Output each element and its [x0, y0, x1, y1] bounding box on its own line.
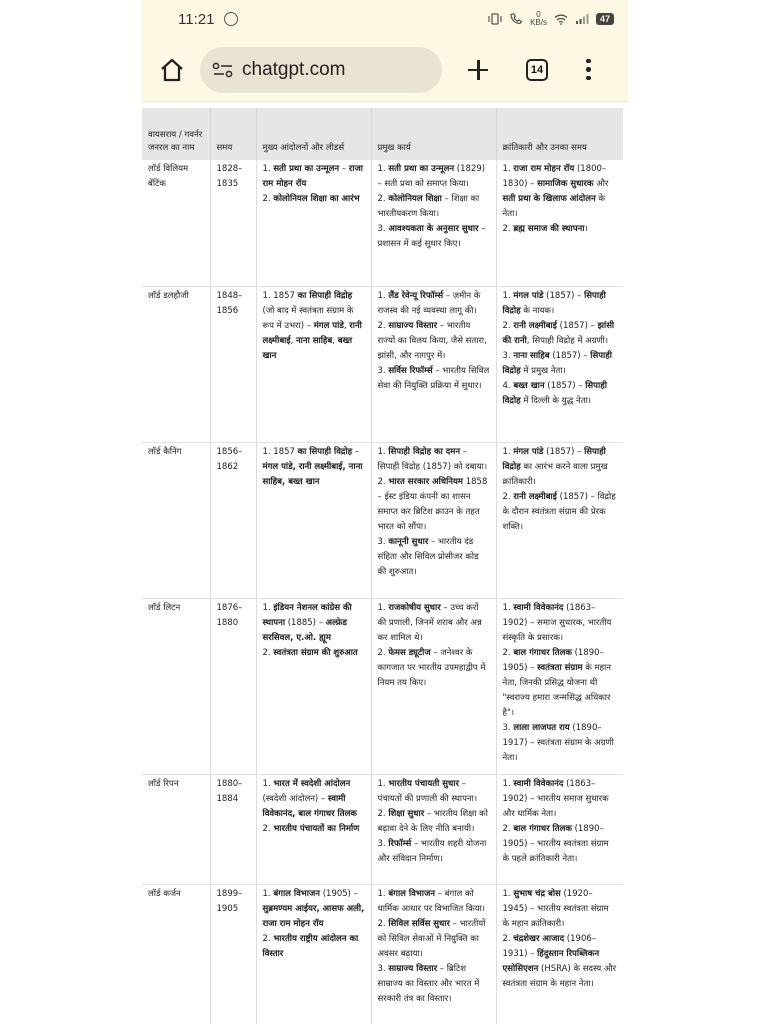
revolutionaries-cell-item	[503, 721, 618, 766]
viceroy-name-text: लॉर्ड लिटन	[148, 602, 181, 613]
bold-text: लैंड रेवेन्यू रिफॉर्म्स	[388, 290, 444, 301]
revolutionaries-cell-item	[503, 932, 618, 992]
text: – बंगाल को धार्मिक आधार पर विभाजित किया।	[377, 888, 485, 914]
bold-text: नाना साहिब	[295, 335, 333, 346]
revolutionaries-cell	[496, 286, 623, 442]
text: (1890–1905) –	[502, 647, 604, 673]
text: 2.	[377, 647, 389, 658]
text: ,	[332, 335, 338, 346]
bold-text: हिंदुस्तान रिपब्लिकन एसोसिएशन	[502, 948, 600, 974]
text: 2.	[262, 823, 274, 834]
movements-cell	[256, 160, 371, 286]
phone-screen	[142, 0, 628, 1024]
works-cell-item	[378, 777, 490, 807]
text: में प्रमुख नेता।	[520, 365, 566, 376]
movements-cell	[256, 442, 371, 598]
bold-text: सिपाही विद्रोह	[502, 350, 612, 376]
text: ,	[290, 335, 296, 346]
text: (1829) – सती प्रथा को समाप्त किया।	[377, 164, 486, 189]
bold-text: साम्राज्य विस्तार	[388, 320, 438, 331]
bold-text: सुभाष चंद्र बोस	[513, 888, 561, 899]
works-cell-item	[378, 222, 490, 252]
text: 2.	[502, 224, 514, 234]
period-cell-text: 1848–1856	[216, 290, 243, 316]
text: 2.	[377, 918, 389, 929]
text: 1.	[262, 164, 274, 174]
revolutionaries-cell-item	[503, 887, 618, 932]
text: – प्रशासन में कई सुधार किए।	[377, 224, 486, 249]
text: – भारतीय सिविल सेवा की नियुक्ति प्रक्रिया में सुधार।	[377, 365, 490, 391]
text: 3.	[377, 963, 389, 974]
bold-text: बंगाल विभाजन	[273, 888, 321, 899]
text: (HSRA) के सदस्य और स्वतंत्रता संग्राम के महान नेता।	[502, 963, 617, 989]
bold-text: का सिपाही विद्रोह	[297, 446, 353, 457]
movements-cell	[256, 884, 371, 1024]
movements-cell-item	[263, 822, 365, 837]
movements-cell	[256, 286, 371, 442]
works-cell	[371, 442, 496, 598]
text: (1857) –	[543, 446, 585, 457]
text: 2.	[262, 647, 274, 658]
bold-text: स्वामी विवेकानंद	[513, 778, 564, 789]
text: 3.	[502, 722, 514, 733]
text: 1.	[262, 888, 274, 899]
text: – सिपाही विद्रोह (1857) को दबाया।	[377, 446, 488, 472]
text: 1858 – ईस्ट इंडिया कंपनी का शासन समाप्त कर ब्रिटिश क्राउन के तहत भारत को सौंपा।	[377, 476, 488, 532]
works-cell-item	[378, 162, 490, 192]
vibrate-icon	[488, 13, 502, 25]
revolutionaries-cell-item	[503, 349, 618, 379]
bold-text: कोलोनियल शिक्षा का आरंभ	[273, 194, 360, 204]
text: 3.	[377, 224, 389, 234]
bold-text: मंगल पांडे	[513, 290, 544, 301]
viceroy-table	[142, 108, 623, 1024]
bold-text: राजकोषीय सुधार	[388, 602, 441, 613]
works-cell-item	[378, 319, 490, 364]
bold-text: राजा राम मोहन रॉय	[262, 164, 363, 189]
text: (1863–1902) – समाज सुधारक, भारतीय संस्कृति के प्रसारक।	[502, 602, 612, 643]
right-margin	[628, 0, 768, 1024]
text: – भारतीय राज्यों का विलय किया, जैसे सतारा, झांसी, और नागपुर में।	[377, 320, 487, 361]
bold-text: बख्त खान	[513, 380, 545, 391]
works-cell-item	[378, 475, 490, 535]
header-revolutionaries: क्रांतिकारी और उनका समय	[496, 108, 623, 160]
bold-text: सिपाही विद्रोह	[502, 290, 606, 316]
site-settings-icon[interactable]	[212, 61, 234, 79]
table-row	[142, 160, 623, 286]
works-cell-item	[378, 192, 490, 222]
bold-text: लाला लाजपत राय	[513, 722, 570, 733]
header-viceroy: वायसराय / गवर्नर जनरल का नाम	[142, 108, 210, 160]
header-period: समय	[210, 108, 256, 160]
period-cell	[210, 160, 256, 286]
text: (1857) –	[556, 320, 598, 331]
movements-cell-item	[263, 887, 365, 932]
signal-icon	[575, 13, 589, 25]
text: 1.	[377, 446, 389, 457]
bold-text: सिविल सर्विस सुधार	[388, 918, 450, 929]
bold-text: स्वतंत्रता संग्राम की शुरुआत	[273, 647, 358, 658]
text: 1.	[502, 164, 514, 174]
text: (1857) –	[543, 290, 585, 301]
text: – ज़मीन के राजस्व की नई व्यवस्था लागू की।	[377, 290, 481, 316]
network-speed-value: 0	[536, 10, 541, 19]
works-cell-item	[378, 962, 490, 1007]
viceroy-name	[142, 442, 210, 598]
text: के महान नेता, जिनकी प्रसिद्ध योजना थी "स्वराज्य हमारा जन्मसिद्ध अधिकार है"।	[502, 662, 611, 718]
movements-cell-item	[263, 192, 365, 207]
menu-icon[interactable]	[586, 59, 591, 81]
bold-text: भारतीय पंचायतों का निर्माण	[273, 823, 360, 834]
table-row	[142, 774, 623, 884]
text: 3.	[502, 350, 514, 361]
bold-text: ब्रह्म समाज की स्थापना	[513, 224, 585, 234]
revolutionaries-cell-item	[503, 822, 618, 867]
bold-text: सती प्रथा का उन्मूलन	[388, 164, 455, 174]
table-row	[142, 442, 623, 598]
text: (जो बाद में स्वतंत्रता संग्राम के रूप में उभरा) –	[262, 305, 354, 331]
bold-text: बंगाल विभाजन	[388, 888, 436, 899]
works-cell-item	[378, 601, 490, 646]
bold-text: कानूनी सुधार	[388, 536, 429, 547]
bold-text: भारतीय पंचायती सुधार	[388, 778, 459, 789]
page-content	[142, 102, 628, 1024]
table-row	[142, 884, 623, 1024]
viceroy-name	[142, 598, 210, 774]
text: 2.	[377, 476, 389, 487]
bold-text: सती प्रथा का उन्मूलन	[273, 164, 340, 174]
viceroy-name	[142, 774, 210, 884]
revolutionaries-cell	[496, 884, 623, 1024]
text: – पंचायतों की प्रणाली की स्थापना।	[377, 778, 478, 804]
text: 2.	[502, 491, 514, 502]
new-tab-icon[interactable]	[466, 58, 490, 82]
period-cell-text: 1880–1884	[216, 778, 243, 804]
text: 1.	[502, 778, 514, 789]
browser-toolbar	[142, 38, 628, 102]
movements-cell-item	[263, 601, 365, 646]
movements-cell-item	[263, 445, 365, 490]
period-cell-text: 1876–1880	[216, 602, 243, 628]
text: 1.	[377, 164, 389, 174]
revolutionaries-cell-item	[503, 379, 618, 409]
status-icons	[488, 11, 614, 27]
works-cell	[371, 598, 496, 774]
bold-text: सुब्रमण्यम आईयर, आसफ अली, राजा राम मोहन रॉय	[262, 903, 365, 929]
text: 1. 1857	[262, 290, 298, 301]
works-cell-item	[378, 535, 490, 580]
tab-count: 14	[530, 63, 544, 76]
text: – भारतीय शहरी योजना और संविदान निर्माण।	[377, 838, 487, 864]
text: 1.	[502, 602, 514, 613]
bold-text: चंद्रशेखर आजाद	[513, 933, 565, 944]
text: 1.	[262, 602, 274, 613]
text: 3.	[377, 838, 389, 849]
works-cell	[371, 286, 496, 442]
text: 1.	[377, 888, 389, 899]
bold-text: मंगल पांडे, रानी लक्ष्मीबाई, नाना साहिब, बख्त खान	[262, 461, 363, 487]
text: (1857) –	[544, 380, 586, 391]
revolutionaries-cell-item	[503, 777, 618, 822]
wifi-icon	[554, 13, 568, 25]
bold-text: अल्फ्रेड सरसिवल, ए.ओ. ह्यूम	[262, 617, 347, 643]
bold-text: स्वामी विवेकानंद, बाल गंगाधर तिलक	[262, 793, 357, 819]
viceroy-name-text: लॉर्ड कैनिंग	[148, 446, 182, 457]
text: – शिक्षा का भारतीयकरण किया।	[377, 194, 480, 219]
text: 1. 1857	[262, 446, 298, 457]
works-cell	[371, 160, 496, 286]
text: 1.	[377, 778, 389, 789]
text: 2.	[377, 808, 389, 819]
text: 1.	[502, 290, 514, 301]
bold-text: भारत में स्वदेशी आंदोलन	[273, 778, 351, 789]
revolutionaries-cell	[496, 442, 623, 598]
revolutionaries-cell	[496, 774, 623, 884]
movements-cell-item	[263, 162, 365, 192]
bold-text: नाना साहिब	[513, 350, 550, 361]
text: 3.	[377, 536, 389, 547]
revolutionaries-cell-item	[503, 319, 618, 349]
revolutionaries-cell-item	[503, 445, 618, 490]
text: –	[339, 164, 349, 174]
period-cell-text: 1828–1835	[216, 164, 243, 189]
text: – भारतीयों को सिविल सेवाओं में नियुक्ति का अवसर बढ़ाया।	[377, 918, 486, 959]
viceroy-name-text: लॉर्ड कर्जन	[148, 888, 181, 899]
works-cell-item	[378, 445, 490, 475]
works-cell-item	[378, 364, 490, 394]
header-works: प्रमुख कार्य	[371, 108, 496, 160]
text: 3.	[377, 365, 389, 376]
table-row	[142, 286, 623, 442]
bold-text: सिपाही विद्रोह	[502, 446, 606, 472]
bold-text: का सिपाही विद्रोह	[297, 290, 353, 301]
revolutionaries-cell	[496, 160, 623, 286]
bold-text: रानी लक्ष्मीबाई	[513, 491, 557, 502]
text: – ब्रिटिश साम्राज्य का विस्तार और भारत में सरकारी तंत्र का विस्तार।	[377, 963, 480, 1004]
text: (1885) –	[285, 617, 326, 628]
text: (1890–1917) – स्वतंत्रता संग्राम के अग्रणी नेता।	[502, 722, 614, 763]
revolutionaries-cell-item	[503, 289, 618, 319]
text: (1906–1931) –	[502, 933, 597, 959]
bold-text: मंगल पांडे	[313, 320, 344, 331]
text: में दिल्ली के युद्ध नेता।	[520, 395, 591, 406]
address-bar[interactable]	[200, 47, 442, 93]
bold-text: रानी लक्ष्मीबाई	[513, 320, 557, 331]
works-cell-item	[378, 917, 490, 962]
text: 1.	[377, 290, 389, 301]
bold-text: आवश्यकता के अनुसार सुधार	[388, 224, 479, 234]
viceroy-name	[142, 884, 210, 1024]
text: 2.	[377, 320, 389, 331]
works-cell-item	[378, 887, 490, 917]
works-cell	[371, 884, 496, 1024]
network-speed-unit: KB/s	[530, 18, 547, 27]
works-cell-item	[378, 837, 490, 867]
text: 2.	[262, 933, 274, 944]
revolutionaries-cell-item	[503, 646, 618, 721]
revolutionaries-cell-item	[503, 490, 618, 535]
text: (1905) –	[320, 888, 358, 899]
home-icon	[159, 57, 185, 83]
revolutionaries-cell-item	[503, 162, 618, 222]
bold-text: रिफॉर्म्स	[388, 838, 412, 849]
text: 1.	[377, 602, 389, 613]
text: 2.	[502, 823, 514, 834]
text: – भारतीय दंड संहिता और सिविल प्रोसीजर कोड की शुरुआत।	[377, 536, 479, 577]
period-cell	[210, 884, 256, 1024]
text: ,	[343, 320, 350, 331]
movements-cell-item	[263, 289, 365, 364]
works-cell-item	[378, 807, 490, 837]
text: (स्वदेशी आंदोलन) –	[262, 793, 328, 804]
text: (1890–1905) – भारतीय स्वतंत्रता संग्राम के पहले क्रांतिकारी नेता।	[502, 823, 609, 864]
bold-text: सती प्रथा के खिलाफ आंदोलन	[502, 194, 596, 204]
text: (1863–1902) – भारतीय समाज सुधारक और धार्मिक नेता।	[502, 778, 609, 819]
text: का आरंभ करने वाला प्रमुख क्रांतिकारी।	[502, 461, 608, 487]
status-bar	[142, 0, 628, 38]
table-row	[142, 598, 623, 774]
movements-cell-item	[263, 646, 365, 661]
period-cell-text: 1856–1862	[216, 446, 243, 472]
movements-cell	[256, 774, 371, 884]
bold-text: रानी लक्ष्मीबाई	[262, 320, 362, 346]
viceroy-name	[142, 286, 210, 442]
bold-text: मंगल पांडे	[513, 446, 544, 457]
revolutionaries-cell	[496, 598, 623, 774]
status-time: 11:21	[178, 10, 215, 28]
period-cell	[210, 442, 256, 598]
bold-text: बाल गंगाधर तिलक	[513, 823, 572, 834]
bold-text: इंडियन नेशनल कांग्रेस की स्थापना	[262, 602, 352, 628]
text: – उच्च करों की प्रणाली, जिनमें शराब और अन्न कर शामिल थे।	[377, 602, 482, 643]
bold-text: भारत सरकार अधिनियम	[388, 476, 464, 487]
movements-cell-item	[263, 932, 365, 962]
text: 2.	[377, 194, 389, 204]
works-cell	[371, 774, 496, 884]
bold-text: साम्राज्य विस्तार	[388, 963, 438, 974]
bold-text: सर्विस रिफॉर्म्स	[388, 365, 433, 376]
text: के नेता।	[502, 194, 605, 219]
left-margin	[0, 0, 142, 1024]
home-button[interactable]	[158, 56, 186, 84]
table-header-row	[142, 108, 623, 160]
works-cell-item	[378, 646, 490, 691]
bold-text: शिक्षा सुधार	[388, 808, 425, 819]
text: – जनेश्वर के कागजात पर भारतीय उपमहाद्वीप में नियम तय किए।	[377, 647, 486, 688]
period-cell	[210, 598, 256, 774]
period-cell-text: 1899–1905	[216, 888, 243, 914]
movements-cell	[256, 598, 371, 774]
viceroy-name	[142, 160, 210, 286]
text: 2.	[502, 933, 514, 944]
revolutionaries-cell-item	[503, 222, 618, 237]
bold-text: स्वतंत्रता संग्राम	[537, 662, 583, 673]
text: (1920–1945) – भारतीय स्वतंत्रता संग्राम के महान क्रांतिकारी।	[502, 888, 609, 929]
period-cell	[210, 286, 256, 442]
bold-text: स्वामी विवेकानंद	[513, 602, 564, 613]
header-movements: मुख्य आंदोलनों और लीडर्स	[256, 108, 371, 160]
call-icon	[509, 13, 523, 25]
bold-text: राजा राम मोहन रॉय	[513, 164, 575, 174]
works-cell-item	[378, 289, 490, 319]
text: , सिपाही विद्रोह में अग्रणी।	[526, 335, 609, 346]
text: 4.	[502, 380, 514, 391]
text: 1.	[262, 778, 274, 789]
url-text: chatgpt.com	[242, 58, 346, 80]
bold-text: बाल गंगाधर तिलक	[513, 647, 572, 658]
battery-icon: 47	[596, 13, 614, 25]
movements-cell-item	[263, 777, 365, 822]
text: 2.	[262, 194, 274, 204]
text: (1857) – विद्रोह के दौरान स्वतंत्रता संग्राम की प्रेरक शक्ति।	[502, 491, 616, 532]
bold-text: बख्त खान	[262, 335, 353, 361]
whatsapp-icon	[224, 12, 238, 26]
period-cell	[210, 774, 256, 884]
text: –	[352, 446, 360, 457]
viceroy-name-text: लॉर्ड रिपन	[148, 778, 179, 789]
bold-text: सामाजिक सुधारक	[537, 179, 594, 189]
text: और	[593, 179, 609, 189]
text: (1800–1830) –	[502, 164, 607, 189]
text: 1.	[502, 888, 514, 899]
bold-text: झांसी की रानी	[502, 320, 615, 346]
text: 1.	[502, 446, 514, 457]
bold-text: सिपाही विद्रोह	[502, 380, 607, 406]
text: के नायक।	[520, 305, 555, 316]
revolutionaries-cell-item	[503, 601, 618, 646]
network-speed	[530, 11, 547, 27]
text: – भारतीय शिक्षा को बढ़ावा देने के लिए नीति बनायी।	[377, 808, 488, 834]
table-body	[142, 160, 623, 1024]
bold-text: कोलोनियल शिक्षा	[388, 194, 442, 204]
tabs-icon[interactable]	[526, 59, 548, 81]
text: 2.	[502, 647, 514, 658]
bold-text: फेमस ड्यूटीज	[388, 647, 431, 658]
text: 2.	[502, 320, 514, 331]
bold-text: भारतीय राष्ट्रीय आंदोलन का विस्तार	[262, 933, 359, 959]
viceroy-name-text: लॉर्ड विलियम बेंटिंक	[148, 164, 189, 189]
viceroy-name-text: लॉर्ड डलहौजी	[148, 290, 189, 301]
bold-text: सिपाही विद्रोह का दमन	[388, 446, 461, 457]
text: ।	[584, 224, 588, 234]
text: (1857) –	[549, 350, 591, 361]
